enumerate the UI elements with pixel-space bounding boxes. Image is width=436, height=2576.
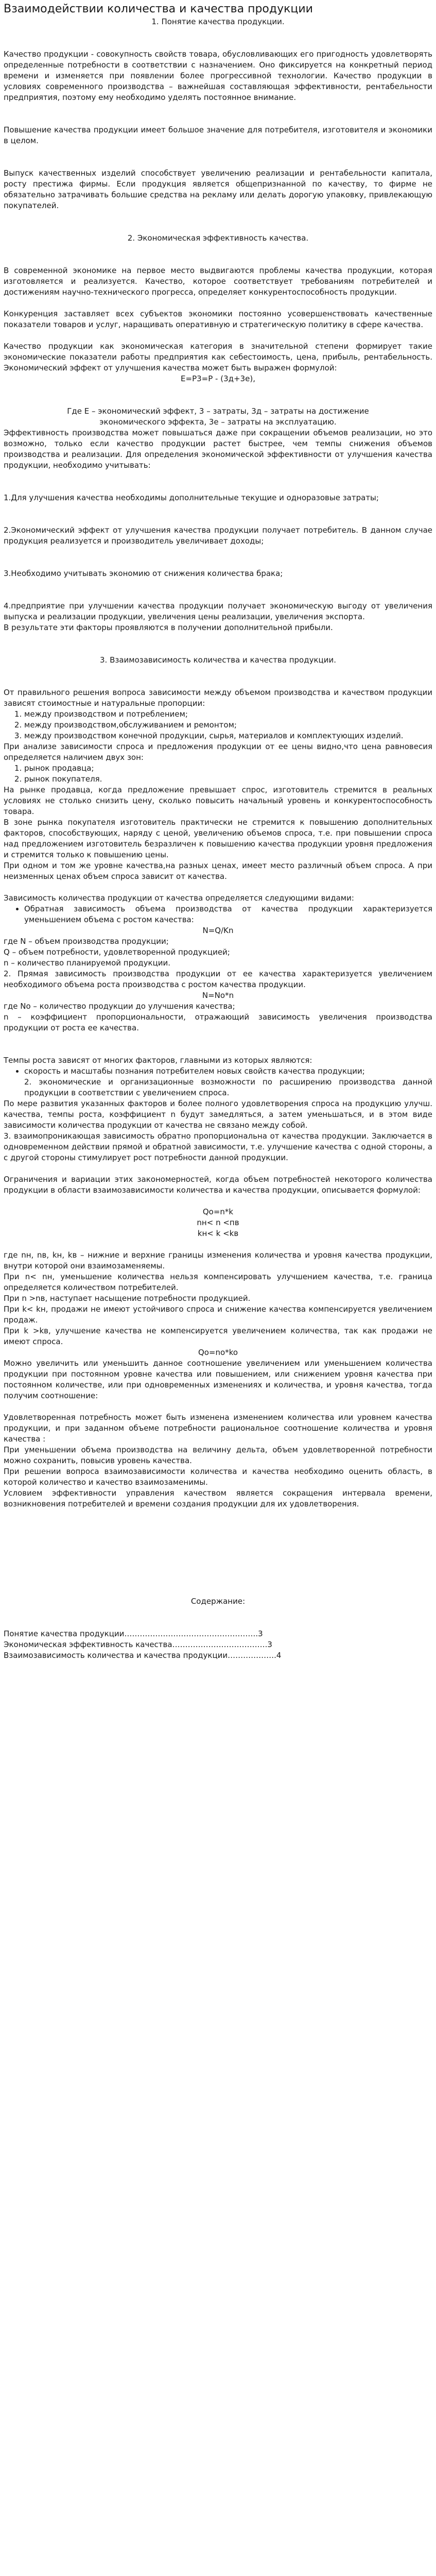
paragraph: При n< nн, уменьшение количества нельзя компенсировать улучшением качества, т.е. граница определяется количеством потребителей. [4,1272,432,1292]
formula: Qo=no*ko [198,1348,238,1357]
paragraph: При k< kн, продажи не имеют устойчивого спроса и снижение качества компенсируется увеличением продаж. [4,1304,432,1325]
paragraph: Повышение качества продукции имеет большое значение для потребителя, изготовителя и экономики в целом. [4,125,432,145]
paragraph: При n >nв, наступает насыщение потребности продукцией. [4,1294,251,1303]
bullet-list [4,1066,432,1077]
paragraph: Удовлетворенная потребность может быть изменена изменением количества или уровнем качества продукции, и при заданном объеме потребности рациональное соотношение количества и уровня качества : [4,1413,432,1444]
definition: где No – количество продукции до улучшения качества; [4,1002,235,1011]
definition: где N – объем производства продукции; [4,937,169,946]
paragraph: Темпы роста зависят от многих факторов, главными из которых являются: [4,1056,312,1065]
list-item: 2.Экономический эффект от улучшения качества продукции получает потребитель. В данном случае продукция реализуется и производитель увеличивает доходы; [4,526,432,546]
toc-heading: Содержание: [190,1597,246,1606]
list-item: 3.Необходимо учитывать экономию от снижения количества брака; [4,569,283,578]
formula: N=Q/Kn [202,926,234,935]
section-3-heading: 3. Взаимозависимость количества и качества продукции. [99,655,336,665]
paragraph: От правильного решения вопроса зависимости между объемом производства и качеством продукции зависят стоимостные и натуральные пропорции: [4,688,432,708]
list-item: 1. рынок продавца; [24,763,432,774]
paragraph: На рынке продавца, когда предложение превышает спрос, изготовитель стремится в реальных условиях не столько снизить цену, сколько повысить начальный уровень и конкурентоспособность товара. [4,785,432,816]
paragraph: Зависимость количества продукции от качества определяется следующими видами: [4,893,354,903]
paragraph: При решении вопроса взаимозависимости количества и качества необходимо оценить область, в которой количество и качество взаимозаменимы. [4,1467,432,1487]
paragraph: где nн, nв, kн, kв – нижние и верхние границы изменения количества и уровня качества продукции, внутри которой они взаимозаменяемы. [4,1250,432,1270]
paragraph: В результате эти факторы проявляются в получении дополнительной прибыли. [4,623,333,632]
list-item: 4.предприятие при улучшении качества продукции получает экономическую выгоду от увеличения выпуска и реализации продукции, увеличения цены реализации, увеличения экспорта. [4,601,432,621]
paragraph: 2. Прямая зависимость производства продукции от ее качества характеризуется увеличением необходимого объема роста производства с ростом качества продукции. [4,969,432,989]
formula: E=P3=P - (3д+3е), [181,374,255,383]
toc-entry: Экономическая эффективность качества……………………………….3 [4,1640,272,1649]
list-item: • скорость и масштабы познания потребителем новых свойств качества продукции; [24,1066,432,1077]
list-item: • Обратная зависимость объема производства от качества продукции характеризуется уменьшением объема с ростом качества: [24,904,432,925]
document-title: Взаимодействии количества и качества продукции [4,3,313,15]
paragraph: Можно увеличить или уменьшить данное соотношение увеличением или уменьшением количества продукции при постоянном уровне качества или повышением, или снижением уровня качества при постоянном количестве, или при одновременных изменениях и количества, и уровня качества, тогда получим соотношение: [4,1359,432,1400]
list-item: 2. между производством,обслуживанием и ремонтом; [24,720,432,731]
list-item: 1. между производством и потреблением; [24,709,432,720]
formula: kн< k <kв [197,1229,239,1238]
paragraph: При анализе зависимости спроса и предложения продукции от ее цены видно,что цена равновесия определяется наличием двух зон: [4,742,432,762]
paragraph: При уменьшении объема производства на величину дельта, объем удовлетворенной потребности можно сохранить, повысив уровень качества. [4,1445,432,1465]
definition: Q – объем потребности, удовлетворенной продукцией; [4,947,230,957]
list-item: 2. рынок покупателя. [24,774,432,785]
paragraph: При одном и том же уровне качества,на разных ценах, имеет место различный объем спроса. А при неизменных ценах объем спроса зависит от качества. [4,861,432,881]
paragraph: Эффективность производства может повышаться даже при сокращении объемов реализации, но это возможно, только если качество продукции растет быстрее, чем темпы снижения объемов производства и реализации. Для определения экономической эффективности от улучшения качества продукции, необходимо учитывать: [4,428,432,470]
paragraph: Условием эффективности управления качеством является сокращения интервала времени, возникновения потребителей и времени создания продукции для их удовлетворения. [4,1488,432,1509]
paragraph: По мере развития указанных факторов и более полного удовлетворения спроса на продукцию улучш. качества, темпы роста, коэффициент n будут замедляться, а затем уменьшаться, и в этом виде зависимости количества продукции от качества не связано между собой. [4,1099,432,1130]
paragraph: Качество продукции - совокупность свойств товара, обусловливающих его пригодность удовлетворять определенные потребности в соответствии с назначением. Оно фиксируется на конкретный период времени и изменяется при появлении более прогрессивной технологии. Качество продукции в условиях современного производства – важнейшая составляющая эффективности, рентабельности предприятия, поэтому ему необходимо уделять постоянное внимание. [4,49,432,102]
section-1-heading: 1. Понятие качества продукции. [151,17,285,26]
toc-entry: Взаимозависимость количества и качества продукции……………….4 [4,1651,282,1660]
numbered-list [4,709,432,741]
formula-legend: Где E – экономический эффект, 3 – затраты, 3д – затраты на достижение экономического эффекта, 3е – затраты на эксплуатацию. [67,406,369,427]
definition: n – коэффициент пропорциональности, отражающий зависимость увеличения производства продукции от роста ее качества. [4,1012,432,1032]
bullet-list [4,904,432,925]
list-item: 1.Для улучшения качества необходимы дополнительные текущие и одноразовые затраты; [4,493,379,502]
list-item: 2. экономические и организационные возможности по расширению производства данной продукции в соответствии с увеличением спроса. [24,1077,432,1097]
formula: nн< n <пв [197,1218,239,1227]
numbered-list [4,763,432,785]
paragraph: В современной экономике на первое место выдвигаются проблемы качества продукции, которая изготовляется и реализуется. Качество, которое соответствует требованиям потребителей и достижениям научно-технического прогресса, определяет конкурентоспособность продукции. [4,266,432,297]
paragraph: Конкуренция заставляет всех субъектов экономики постоянно усовершенствовать качественные показатели товаров и услуг, наращивать оперативную и стратегическую политику в сфере качества. [4,309,432,329]
formula: N=No*n [202,991,234,1000]
section-2-heading: 2. Экономическая эффективность качества. [127,233,309,243]
paragraph: 3. взаимопроникающая зависимость обратно пропорциональна от качества продукции. Заключается в одновременном действии прямой и обратной зависимости, т.е. улучшение качества с одной стороны, а с другой стороны стимулирует рост потребности данной продукции. [4,1131,432,1162]
list-item: 3. между производством конечной продукции, сырья, материалов и комплектующих изделий. [24,731,432,741]
definition: n – количество планируемой продукции. [4,958,171,968]
toc-entry: Понятие качества продукции…………………………………………….3 [4,1629,263,1638]
paragraph: Выпуск качественных изделий способствует увеличению реализации и рентабельности капитала, росту престижа фирмы. Если продукция является общепризнанной по качеству, то фирме не обязательно затрачивать большие средства на рекламу или делать дорогую упаковку, привлекающую покупателей. [4,168,432,210]
paragraph: При k >kв, улучшение качества не компенсируется увеличением количества, так как продажи не имеют спроса. [4,1326,432,1346]
formula: Qo=n*k [202,1207,234,1216]
paragraph: В зоне рынка покупателя изготовитель практически не стремится к повышению дополнительных факторов, способствующих, наряду с ценой, увеличению объемов спроса, т.е. при повышении спроса над предложением изготовитель безразличен к повышению качества продукции уровня предложения и стремится только к повышению цены. [4,818,432,859]
paragraph: Ограничения и вариации этих закономерностей, когда объем потребностей некоторого количества продукции в области взаимозависимости количества и качества продукции, описывается формулой: [4,1175,432,1195]
paragraph: Качество продукции как экономическая категория в значительной степени формирует такие экономические показатели работы предприятия как себестоимость, цена, прибыль, рентабельность. Экономический эффект от улучшения качества может быть выражен формулой: [4,342,432,372]
